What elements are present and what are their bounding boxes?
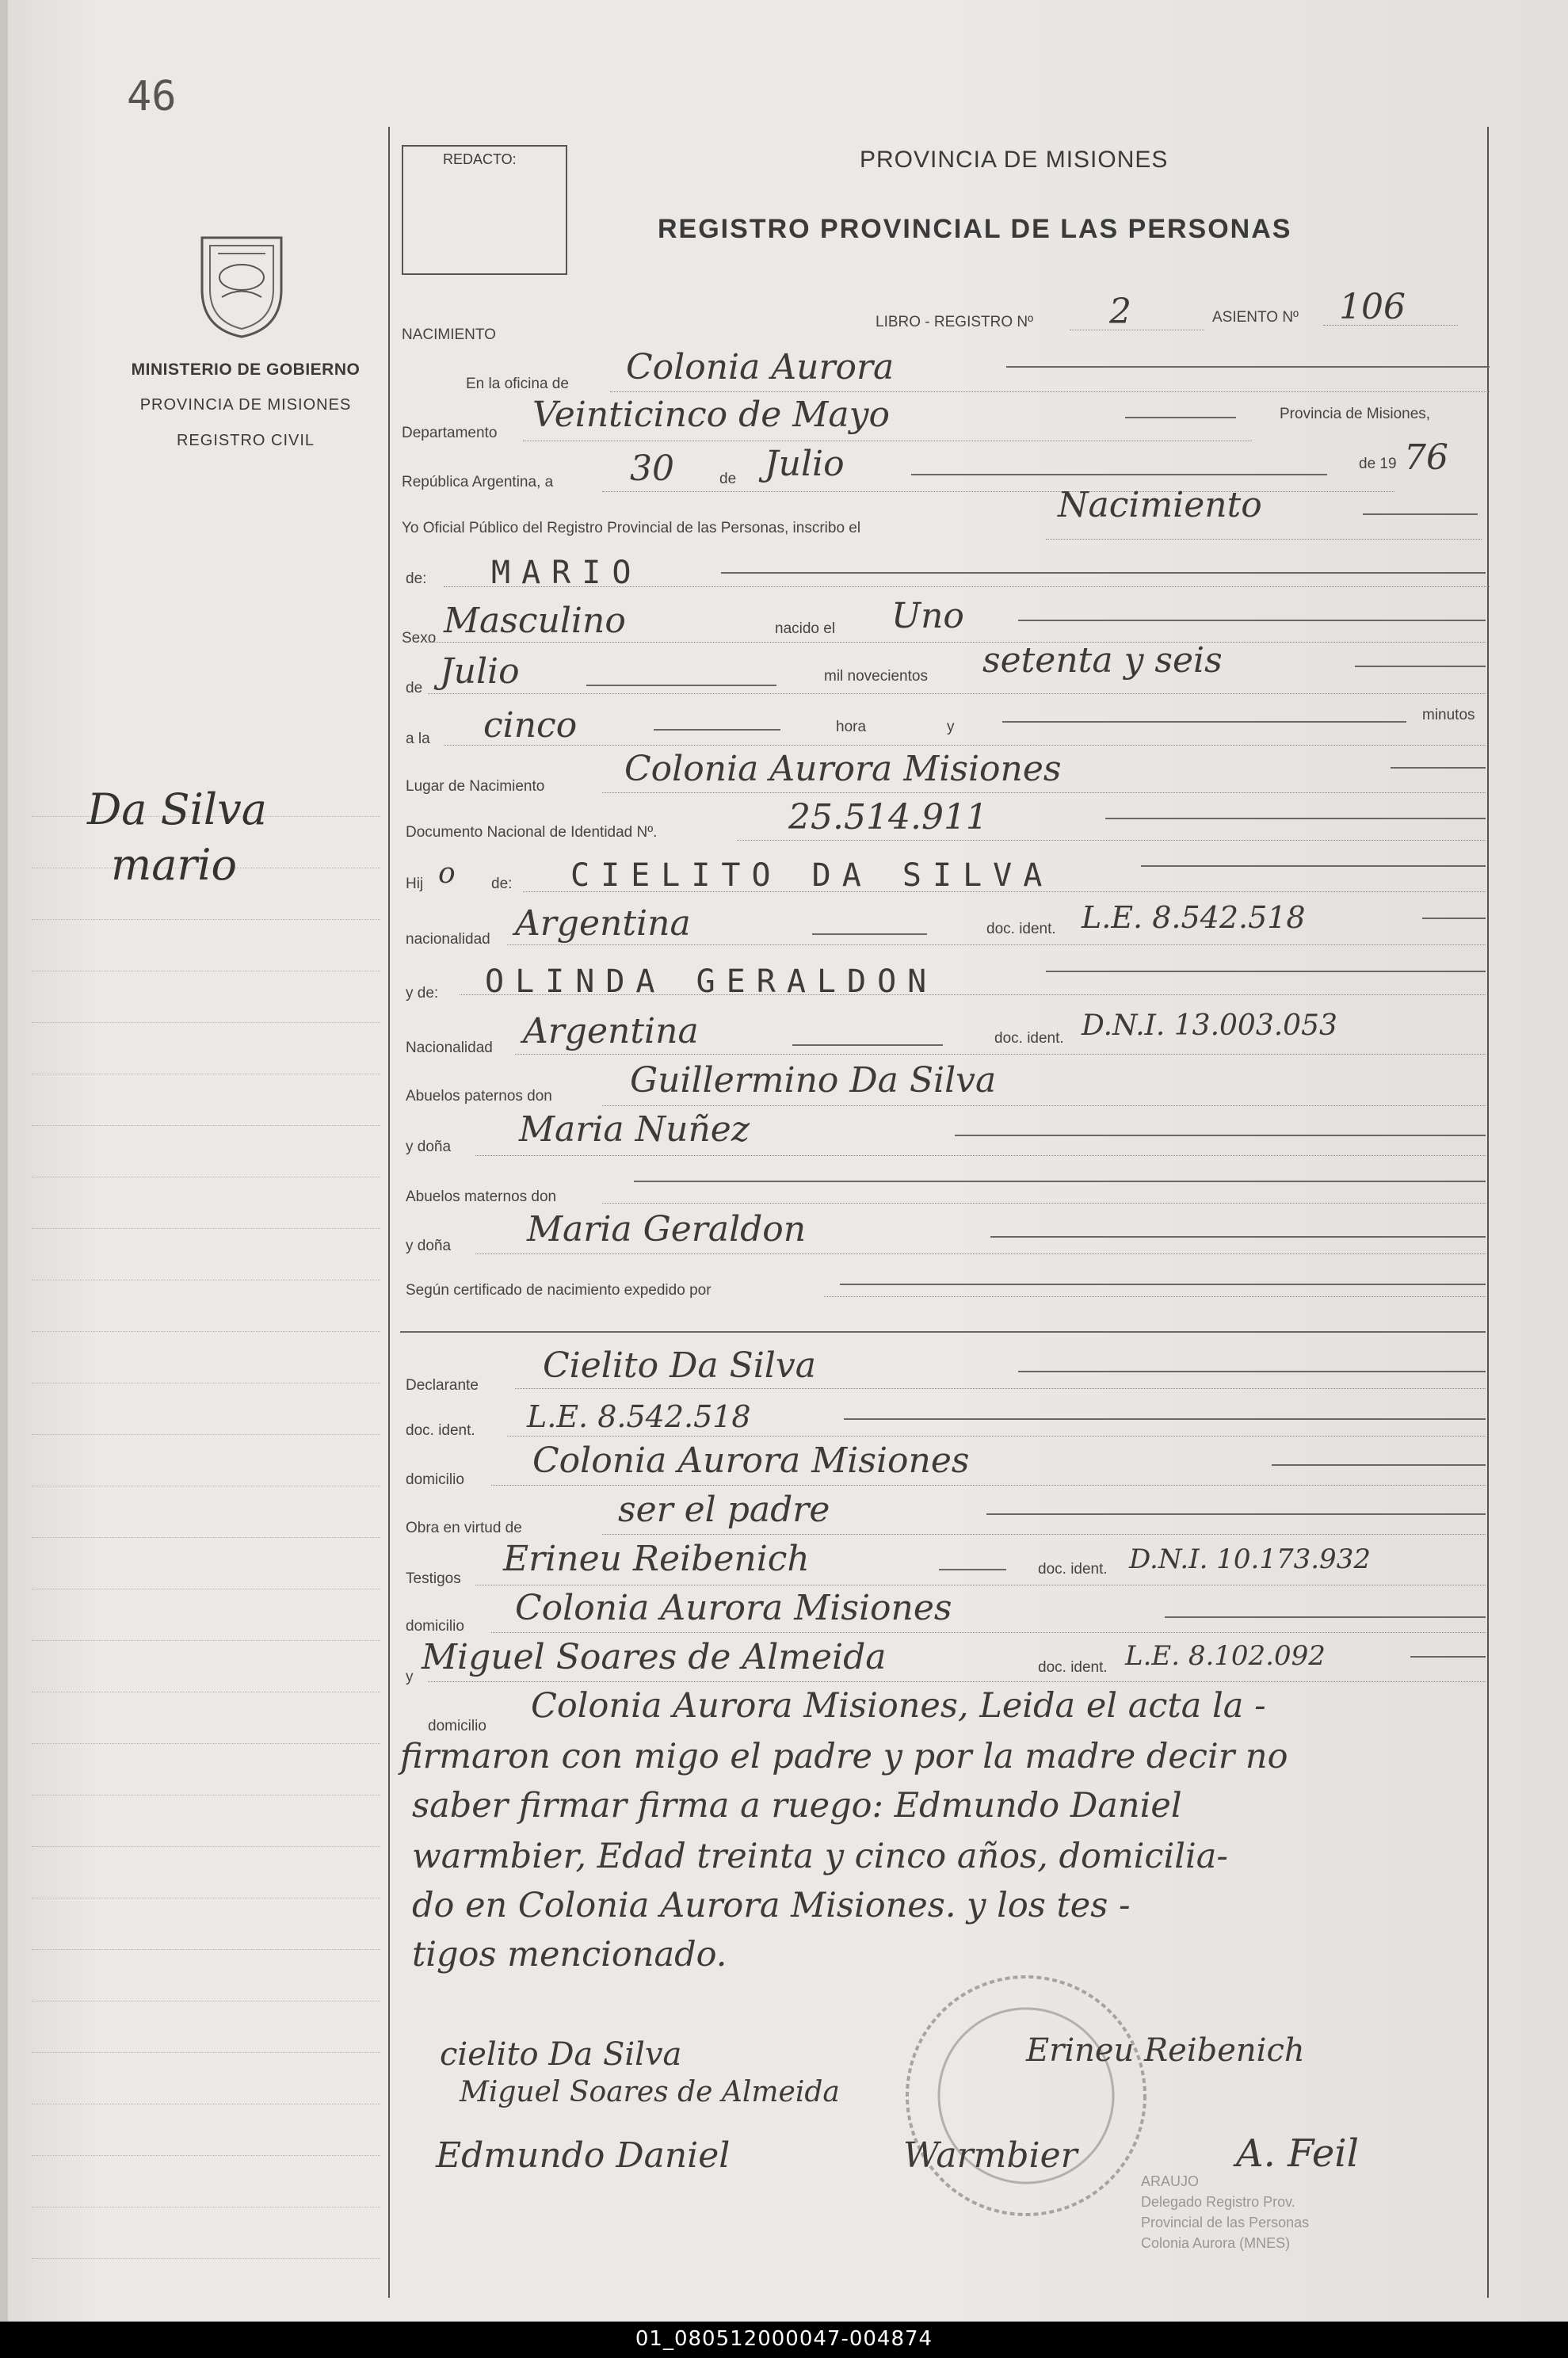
lugar-value: Colonia Aurora Misiones bbox=[624, 749, 1062, 789]
margin-note-surname: Da Silva bbox=[87, 784, 267, 834]
doc2-value: D.N.I. 13.003.053 bbox=[1082, 1009, 1337, 1042]
redacto-box bbox=[402, 145, 567, 275]
coat-of-arms-seal bbox=[186, 222, 297, 341]
republica-label: República Argentina, a bbox=[402, 474, 554, 490]
note-line-5: tigos mencionado. bbox=[412, 1935, 727, 1975]
signature-declarante: cielito Da Silva bbox=[440, 2036, 682, 2073]
obra-value: ser el padre bbox=[618, 1490, 830, 1530]
madre-value: OLINDA GERALDON bbox=[485, 963, 938, 1000]
paternos-dona-label: y doña bbox=[406, 1139, 452, 1155]
stamp-faded-text: ARAUJO Delegado Registro Prov. Provincial de las Personas Colonia Aurora (MNES) bbox=[1141, 2173, 1310, 2251]
doc5-label: doc. ident. bbox=[1038, 1659, 1108, 1676]
registry-title: REGISTRO PROVINCIAL DE LAS PERSONAS bbox=[658, 214, 1292, 244]
mes2-value: Julio bbox=[440, 651, 520, 692]
nombre-value: MARIO bbox=[491, 555, 643, 591]
domicilio3-value: Colonia Aurora Misiones, Leida el acta la - bbox=[531, 1686, 1266, 1726]
hijo-label: Hij bbox=[406, 876, 424, 892]
obra-label: Obra en virtud de bbox=[406, 1520, 522, 1536]
doc3-value: L.E. 8.542.518 bbox=[527, 1399, 751, 1434]
anio-value: 76 bbox=[1404, 437, 1448, 478]
mes-value: Julio bbox=[765, 444, 845, 484]
oficina-label: En la oficina de bbox=[466, 376, 569, 392]
abuelos-paternos-value: Guillermino Da Silva bbox=[630, 1060, 997, 1101]
segun-label: Según certificado de nacimiento expedido por bbox=[406, 1282, 712, 1299]
oficial-value: Nacimiento bbox=[1058, 485, 1262, 525]
anio2-value: setenta y seis bbox=[982, 640, 1223, 681]
y-label: y bbox=[947, 719, 955, 735]
signature-testigo1: Erineu Reibenich bbox=[1026, 2032, 1305, 2069]
departamento-value: Veinticinco de Mayo bbox=[532, 395, 890, 435]
ministry-title: MINISTERIO DE GOBIERNO bbox=[131, 361, 361, 379]
nac2-value: Argentina bbox=[523, 1011, 699, 1051]
nombre-de-label: de: bbox=[406, 570, 427, 587]
doc5-value: L.E. 8.102.092 bbox=[1125, 1640, 1326, 1672]
padre-de-label: de: bbox=[491, 876, 513, 892]
margin-note-name: mario bbox=[111, 840, 237, 890]
dni-label: Documento Nacional de Identidad Nº. bbox=[406, 824, 658, 841]
nac1-value: Argentina bbox=[515, 903, 691, 944]
testigos-label: Testigos bbox=[406, 1570, 461, 1587]
libro-value: 2 bbox=[1109, 292, 1131, 332]
padre-value: CIELITO DA SILVA bbox=[570, 857, 1054, 894]
asiento-label: ASIENTO Nº bbox=[1212, 309, 1299, 326]
note-line-3: warmbier, Edad treinta y cinco años, domicilia- bbox=[412, 1837, 1228, 1876]
official-stamp bbox=[895, 1965, 1157, 2226]
doc2-label: doc. ident. bbox=[994, 1030, 1064, 1047]
lugar-label: Lugar de Nacimiento bbox=[406, 778, 545, 795]
page-number: 46 bbox=[127, 73, 177, 120]
y-testigo-label: y bbox=[406, 1669, 414, 1685]
nacido-label: nacido el bbox=[775, 620, 836, 637]
doc1-value: L.E. 8.542.518 bbox=[1082, 900, 1306, 935]
madre-de-label: y de: bbox=[406, 985, 439, 1002]
domicilio2-label: domicilio bbox=[406, 1618, 464, 1635]
dia-value: 30 bbox=[630, 448, 674, 489]
domicilio2-value: Colonia Aurora Misiones bbox=[515, 1588, 952, 1628]
mes-de-label: de bbox=[719, 471, 737, 487]
nac2-label: Nacionalidad bbox=[406, 1040, 493, 1056]
testigo1-value: Erineu Reibenich bbox=[503, 1539, 810, 1579]
note-line-2: saber firmar firma a ruego: Edmundo Daniel bbox=[412, 1786, 1182, 1826]
abuelos-paternos-label: Abuelos paternos don bbox=[406, 1088, 552, 1105]
nac1-label: nacionalidad bbox=[406, 931, 490, 948]
domicilio3-label: domicilio bbox=[428, 1718, 486, 1734]
doc3-label: doc. ident. bbox=[406, 1422, 475, 1439]
signature-testigo2: Miguel Soares de Almeida bbox=[460, 2076, 840, 2108]
hijo-suffix: o bbox=[438, 857, 456, 890]
anio-label: de 19 bbox=[1359, 456, 1397, 472]
maternos-dona-label: y doña bbox=[406, 1238, 452, 1254]
doc4-label: doc. ident. bbox=[1038, 1561, 1108, 1578]
minutos-label: minutos bbox=[1422, 707, 1475, 723]
declarante-value: Cielito Da Silva bbox=[543, 1345, 816, 1386]
doc1-label: doc. ident. bbox=[986, 921, 1056, 937]
signature-warmbier: Warmbier bbox=[903, 2135, 1078, 2176]
signature-a-ruego: Edmundo Daniel bbox=[436, 2135, 731, 2176]
hora-value: cinco bbox=[483, 705, 578, 746]
footer-id: 01_080512000047-004874 bbox=[635, 2327, 933, 2351]
hora-label: hora bbox=[836, 719, 867, 735]
paternos-dona-value: Maria Nuñez bbox=[519, 1109, 750, 1150]
ala-label: a la bbox=[406, 731, 430, 747]
doc4-value: D.N.I. 10.173.932 bbox=[1129, 1543, 1371, 1575]
domicilio1-label: domicilio bbox=[406, 1471, 464, 1488]
departamento-label: Departamento bbox=[402, 425, 498, 441]
libro-label: LIBRO - REGISTRO Nº bbox=[876, 314, 1034, 330]
redacto-label: REDACTO: bbox=[443, 151, 517, 167]
mes2-de-label: de bbox=[406, 680, 423, 696]
nacimiento-label: NACIMIENTO bbox=[402, 326, 496, 343]
ministry-province: PROVINCIA DE MISIONES bbox=[139, 396, 352, 414]
nacido-value: Uno bbox=[891, 596, 964, 636]
sexo-value: Masculino bbox=[444, 601, 626, 641]
province-heading: PROVINCIA DE MISIONES bbox=[860, 147, 1169, 173]
note-line-1: firmaron con migo el padre y por la madre decir no bbox=[400, 1737, 1288, 1776]
oficial-label: Yo Oficial Público del Registro Provincial de las Personas, inscribo el bbox=[402, 520, 861, 536]
mil-label: mil novecientos bbox=[824, 668, 928, 685]
sexo-label: Sexo bbox=[402, 630, 437, 647]
signature-oficial: A. Feil bbox=[1236, 2131, 1359, 2176]
note-line-4: do en Colonia Aurora Misiones. y los tes - bbox=[412, 1886, 1131, 1925]
declarante-label: Declarante bbox=[406, 1377, 479, 1394]
maternos-dona-value: Maria Geraldon bbox=[527, 1209, 807, 1250]
binding-spine bbox=[0, 0, 8, 2322]
dni-value: 25.514.911 bbox=[788, 797, 988, 838]
ministry-registry: REGISTRO CIVIL bbox=[176, 432, 315, 449]
provincia-label: Provincia de Misiones, bbox=[1280, 406, 1431, 422]
testigo2-value: Miguel Soares de Almeida bbox=[422, 1637, 887, 1677]
oficina-value: Colonia Aurora bbox=[626, 347, 895, 387]
abuelos-maternos-label: Abuelos maternos don bbox=[406, 1189, 557, 1205]
domicilio1-value: Colonia Aurora Misiones bbox=[532, 1440, 970, 1481]
asiento-value: 106 bbox=[1339, 287, 1406, 327]
